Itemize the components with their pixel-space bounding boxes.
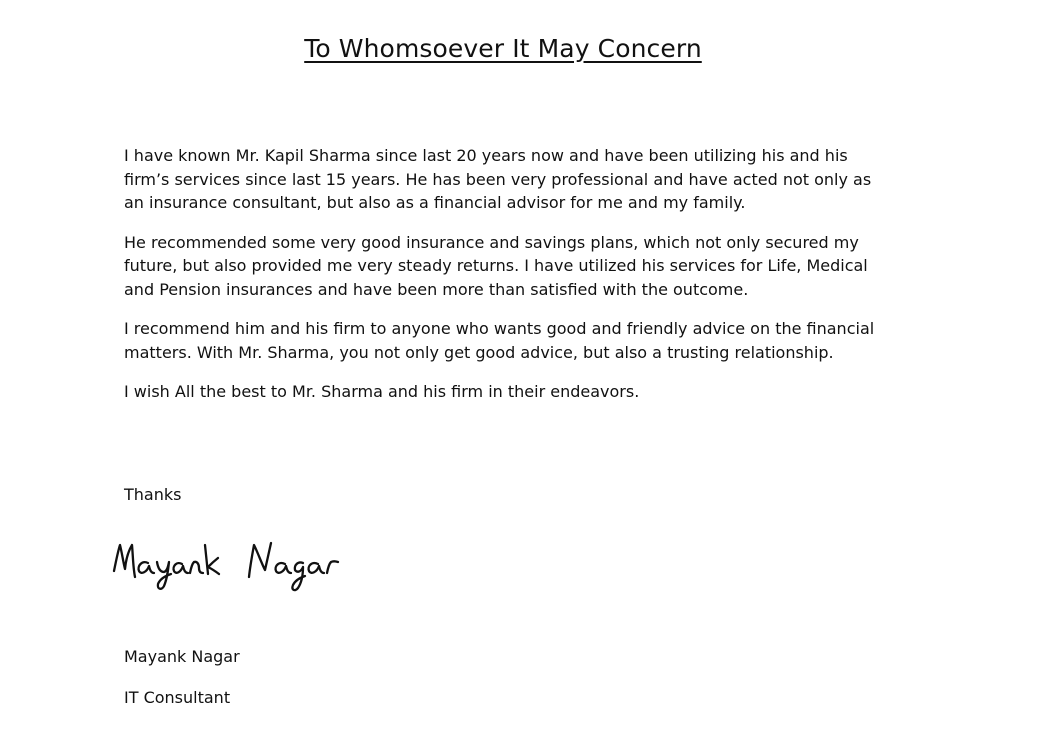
paragraph-2: He recommended some very good insurance and savings plans, which not only secured my future, but also provided me very steady returns. I have utilized his services for Life, Medical and Pension insurances and have been more than satisfied with the outcome.	[124, 232, 868, 299]
letter-title: To Whomsoever It May Concern	[304, 34, 702, 63]
paragraph-1: I have known Mr. Kapil Sharma since last 20 years now and have been utilizing his and his firm’s services since last 15 years. He has been very professional and have acted not only as an insurance consultant, but also as a financial advisor for me and my family.	[124, 146, 872, 212]
paragraph-3: I recommend him and his firm to anyone who wants good and friendly advice on the financial matters. With Mr. Sharma, you not only get good advice, but also a trusting relationship.	[124, 319, 875, 362]
handwritten-signature	[104, 533, 364, 605]
closing-text: Thanks	[124, 485, 182, 504]
signer-name: Mayank Nagar	[124, 647, 240, 666]
signer-title: IT Consultant	[124, 688, 231, 707]
paragraph-4: I wish All the best to Mr. Sharma and his firm in their endeavors.	[124, 382, 640, 401]
letter-body	[124, 144, 894, 420]
